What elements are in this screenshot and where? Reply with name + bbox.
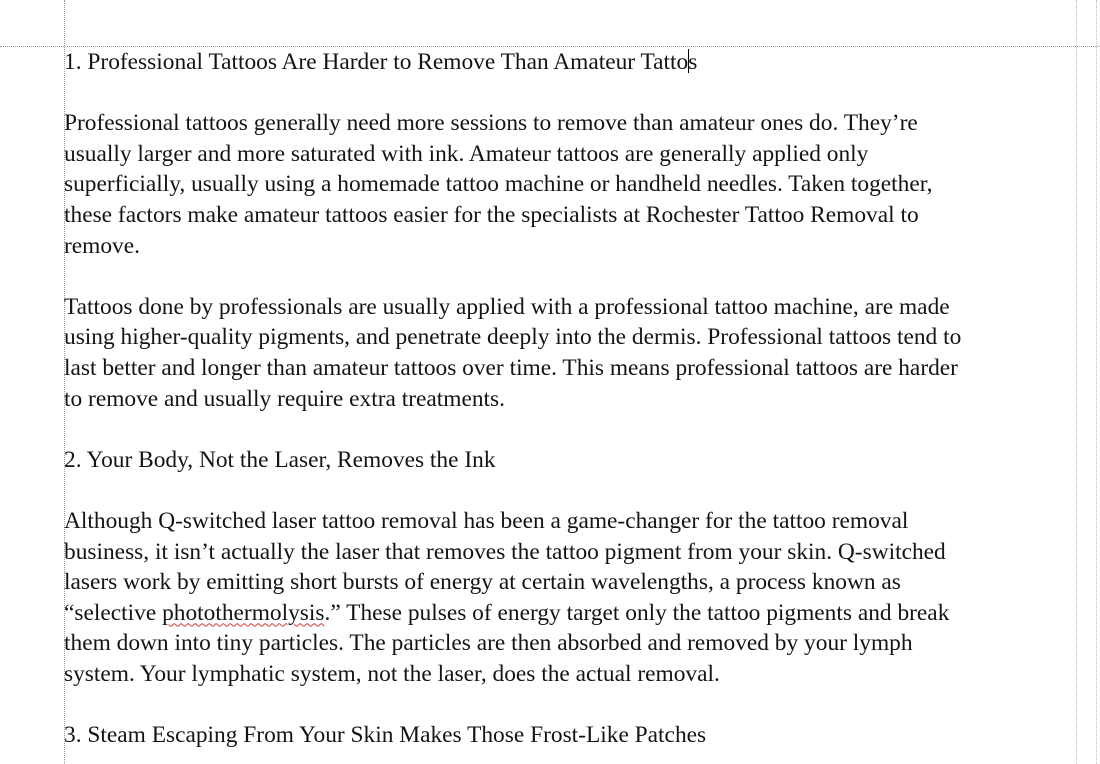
heading-professional-tattoos[interactable] <box>64 47 1074 78</box>
text-line: remove. <box>64 232 140 259</box>
heading-text-before-caret: 1. Professional Tattoos Are Harder to Remove Than Amateur Tatto <box>64 49 689 75</box>
text-line: using higher-quality pigments, and penetrate deeply into the dermis. Professional tattoos tend to <box>64 324 962 351</box>
page-edge-guide <box>1096 0 1097 764</box>
text-line: system. Your lymphatic system, not the laser, does the actual removal. <box>64 660 720 687</box>
text-line: to remove and usually require extra treatments. <box>64 385 506 412</box>
text-line: them down into tiny particles. The particles are then absorbed and removed by your lymph <box>64 630 913 657</box>
text-line: last better and longer than amateur tattoos over time. This means professional tattoos are harder <box>64 354 958 381</box>
text-line: these factors make amateur tattoos easier for the specialists at Rochester Tattoo Removal to <box>64 201 919 228</box>
text-line: Tattoos done by professionals are usually applied with a professional tattoo machine, are made <box>64 293 950 320</box>
text-segment: “selective <box>64 599 163 626</box>
text-line: business, it isn’t actually the laser that removes the tattoo pigment from your skin. Q-switched <box>64 538 946 565</box>
document-body[interactable] <box>64 47 1074 764</box>
paragraph-q-switched-laser[interactable] <box>64 506 1074 690</box>
paragraph-professional-tattoo-machines[interactable] <box>64 292 1074 414</box>
text-line: superficially, usually using a homemade tattoo machine or handheld needles. Taken together, <box>64 171 933 198</box>
text-line: Although Q-switched laser tattoo removal has been a game-changer for the tattoo removal <box>64 507 909 534</box>
paragraph-professional-vs-amateur[interactable] <box>64 108 1074 261</box>
spelling-error-word[interactable]: photothermolysis <box>162 599 325 626</box>
heading-text-after-caret: s <box>688 49 698 75</box>
text-line <box>64 598 1074 629</box>
text-line: usually larger and more saturated with ink. Amateur tattoos are generally applied only <box>64 140 869 167</box>
text-line: Professional tattoos generally need more sessions to remove than amateur ones do. They’re <box>64 110 918 137</box>
heading-your-body-removes-ink[interactable]: 2. Your Body, Not the Laser, Removes the Ink <box>64 446 496 473</box>
text-segment: .” These pulses of energy target only the tattoo pigments and break <box>324 599 950 626</box>
right-margin-guide <box>1076 0 1077 764</box>
heading-steam-escaping[interactable]: 3. Steam Escaping From Your Skin Makes Those Frost-Like Patches <box>64 722 707 749</box>
text-line: lasers work by emitting short bursts of energy at certain wavelengths, a process known as <box>64 569 901 596</box>
